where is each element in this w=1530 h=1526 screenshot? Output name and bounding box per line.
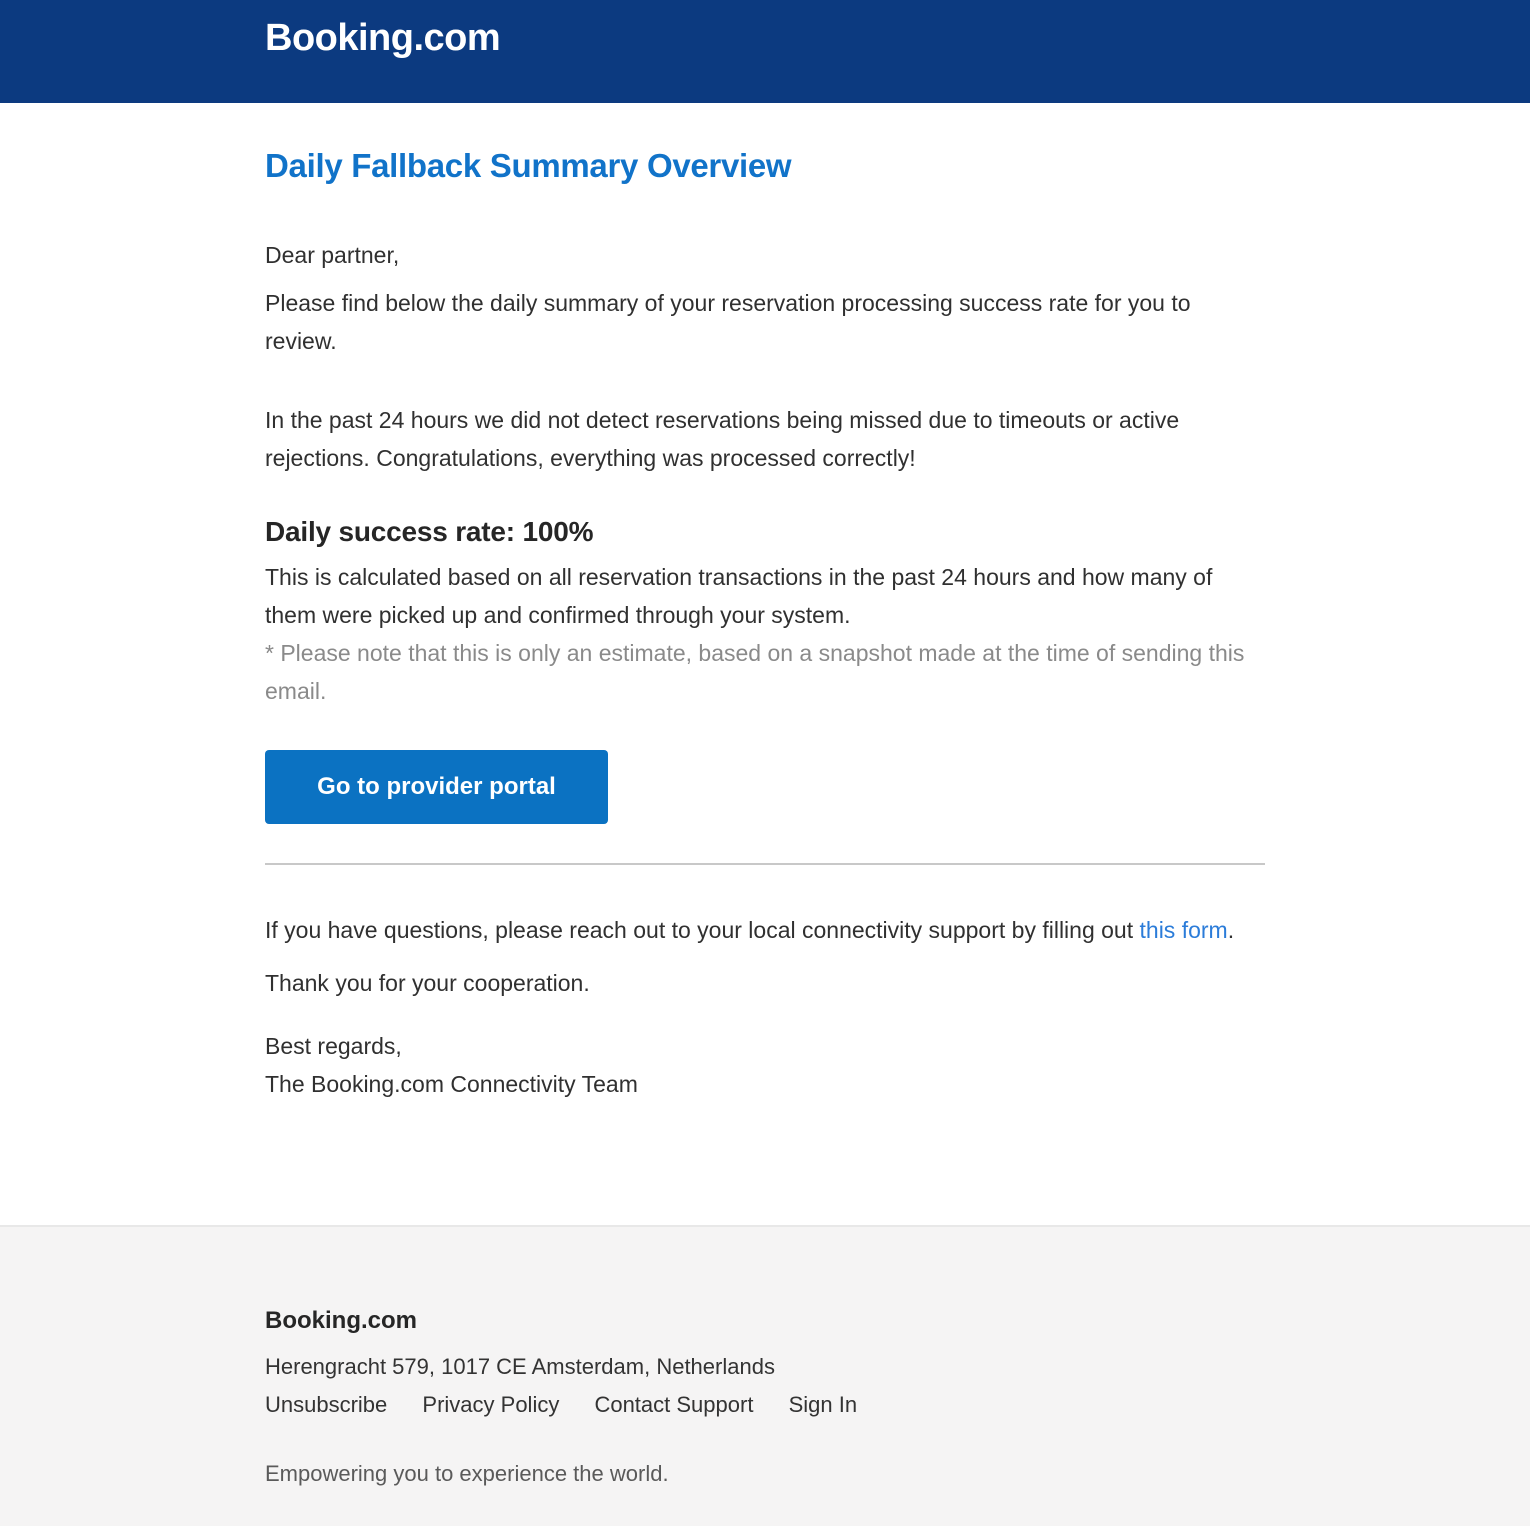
thanks-text: Thank you for your cooperation.	[265, 970, 590, 996]
signoff-line2: The Booking.com Connectivity Team	[265, 1071, 638, 1097]
signoff-text	[265, 1027, 1265, 1103]
greeting-text: Dear partner,	[265, 242, 400, 268]
footer-address: Herengracht 579, 1017 CE Amsterdam, Netherlands	[265, 1354, 775, 1379]
this-form-link[interactable]: this form	[1139, 917, 1228, 943]
success-explainer-text: This is calculated based on all reservation transactions in the past 24 hours and how many of them were picked up and confirmed through your system.	[265, 564, 1213, 628]
section-divider	[265, 863, 1265, 865]
footer-link-unsubscribe[interactable]: Unsubscribe	[265, 1392, 388, 1417]
status-text: In the past 24 hours we did not detect reservations being missed due to timeouts or active rejections. Congratulations, everything was processed correctly!	[265, 407, 1180, 471]
footer	[0, 1225, 1530, 1526]
footer-tagline: Empowering you to experience the world.	[265, 1461, 669, 1486]
intro-text: Please find below the daily summary of your reservation processing success rate for you to review.	[265, 290, 1191, 354]
footer-company-name: Booking.com	[265, 1307, 418, 1334]
signoff-line1: Best regards,	[265, 1033, 402, 1059]
questions-text	[265, 911, 1265, 949]
questions-text-before: If you have questions, please reach out to your local connectivity support by filling out	[265, 917, 1140, 943]
questions-text-after: .	[1227, 917, 1235, 943]
footer-links	[265, 1386, 1265, 1424]
footer-link-privacy-policy[interactable]: Privacy Policy	[422, 1392, 560, 1417]
success-rate-heading: Daily success rate: 100%	[265, 516, 594, 547]
booking-logo[interactable]: Booking.com	[265, 17, 501, 59]
footer-link-contact-support[interactable]: Contact Support	[594, 1392, 754, 1417]
footer-link-sign-in[interactable]: Sign In	[788, 1392, 858, 1417]
page-title: Daily Fallback Summary Overview	[265, 147, 792, 184]
provider-portal-button[interactable]: Go to provider portal	[265, 750, 608, 824]
estimate-note-text: * Please note that this is only an estimate, based on a snapshot made at the time of sending this email.	[265, 640, 1245, 704]
email-body	[0, 103, 1530, 1191]
header-bar	[0, 0, 1530, 103]
